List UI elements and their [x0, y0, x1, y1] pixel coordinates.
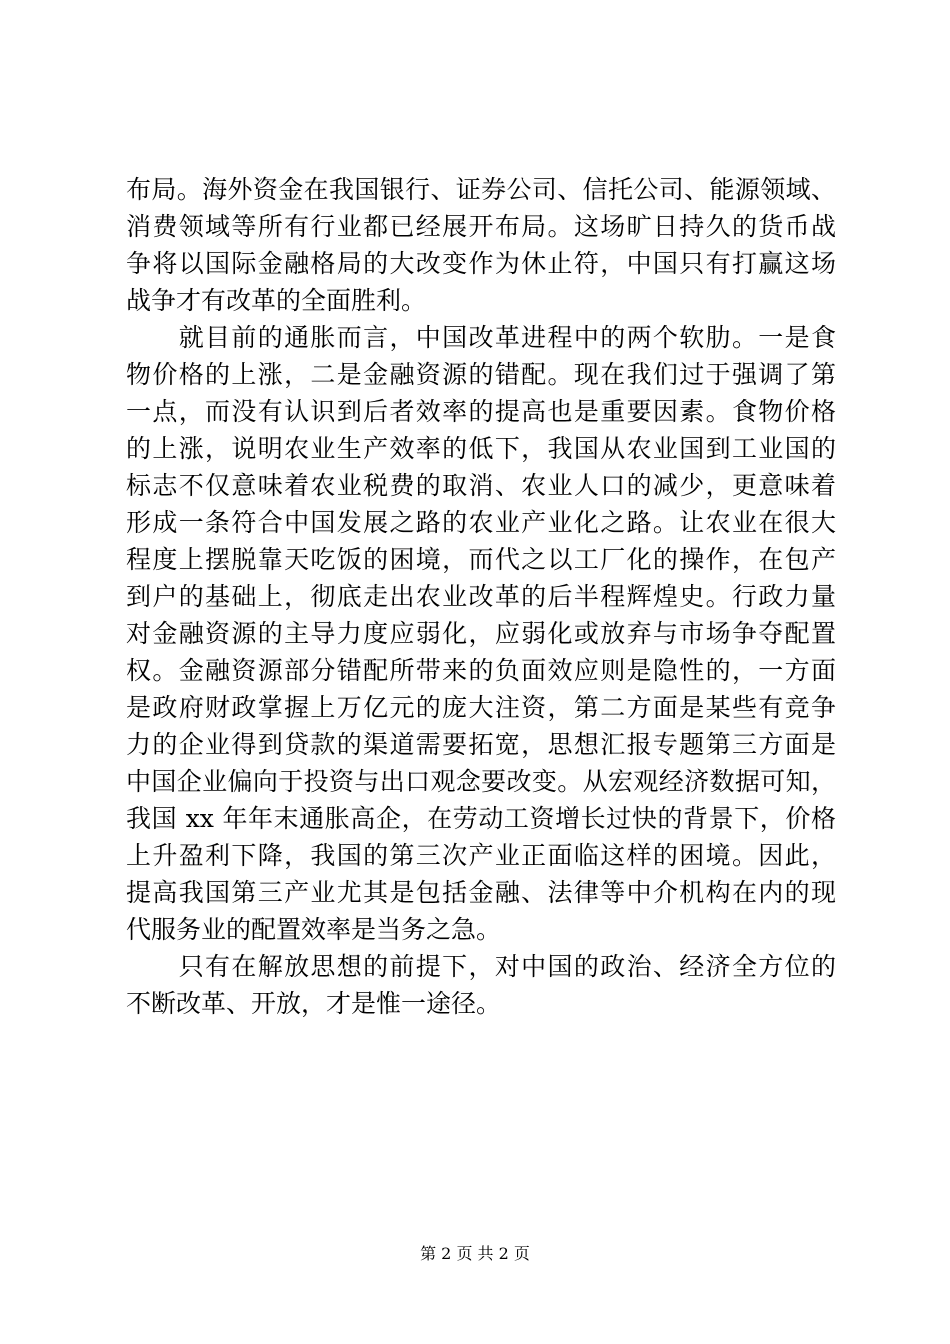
text-line: 不断改革、开放，才是惟一途径。 [126, 989, 502, 1018]
text-line: 中国企业偏向于投资与出口观念要改变。从宏观经济数据可知， [126, 767, 836, 796]
text-line: 提高我国第三产业尤其是包括金融、法律等中介机构在内的现 [126, 878, 836, 907]
page-number-footer: 第 2 页 共 2 页 [420, 1244, 530, 1263]
text-line: 权。金融资源部分错配所带来的负面效应则是隐性的，一方面 [126, 656, 836, 685]
text-line: 对金融资源的主导力度应弱化，应弱化或放弃与市场争夺配置 [126, 619, 836, 648]
text-line: 到户的基础上，彻底走出农业改革的后半程辉煌史。行政力量 [126, 582, 836, 611]
text-line: 的上涨，说明农业生产效率的低下，我国从农业国到工业国的 [126, 434, 836, 463]
text-line: 只有在解放思想的前提下，对中国的政治、经济全方位的 [126, 952, 836, 981]
text-line: 是政府财政掌握上万亿元的庞大注资，第二方面是某些有竞争 [126, 693, 836, 722]
text-line: 标志不仅意味着农业税费的取消、农业人口的减少，更意味着 [126, 471, 836, 500]
text-line: 争将以国际金融格局的大改变作为休止符，中国只有打赢这场 [126, 249, 836, 278]
text-line: 我国 xx 年年末通胀高企，在劳动工资增长过快的背景下，价格 [126, 804, 836, 833]
text-line: 形成一条符合中国发展之路的农业产业化之路。让农业在很大 [126, 508, 836, 537]
text-line: 物价格的上涨，二是金融资源的错配。现在我们过于强调了第 [126, 360, 836, 389]
text-line: 就目前的通胀而言，中国改革进程中的两个软肋。一是食 [126, 323, 836, 352]
text-line: 代服务业的配置效率是当务之急。 [126, 915, 502, 944]
text-line: 消费领域等所有行业都已经展开布局。这场旷日持久的货币战 [126, 212, 836, 241]
text-line: 程度上摆脱靠天吃饭的困境，而代之以工厂化的操作，在包产 [126, 545, 836, 574]
text-line: 上升盈利下降，我国的第三次产业正面临这样的困境。因此， [126, 841, 836, 870]
text-line: 力的企业得到贷款的渠道需要拓宽，思想汇报专题第三方面是 [126, 730, 836, 759]
text-line: 战争才有改革的全面胜利。 [126, 286, 427, 315]
text-line: 布局。海外资金在我国银行、证券公司、信托公司、能源领域、 [126, 175, 836, 204]
text-line: 一点，而没有认识到后者效率的提高也是重要因素。食物价格 [126, 397, 836, 426]
body-text [126, 171, 836, 1022]
